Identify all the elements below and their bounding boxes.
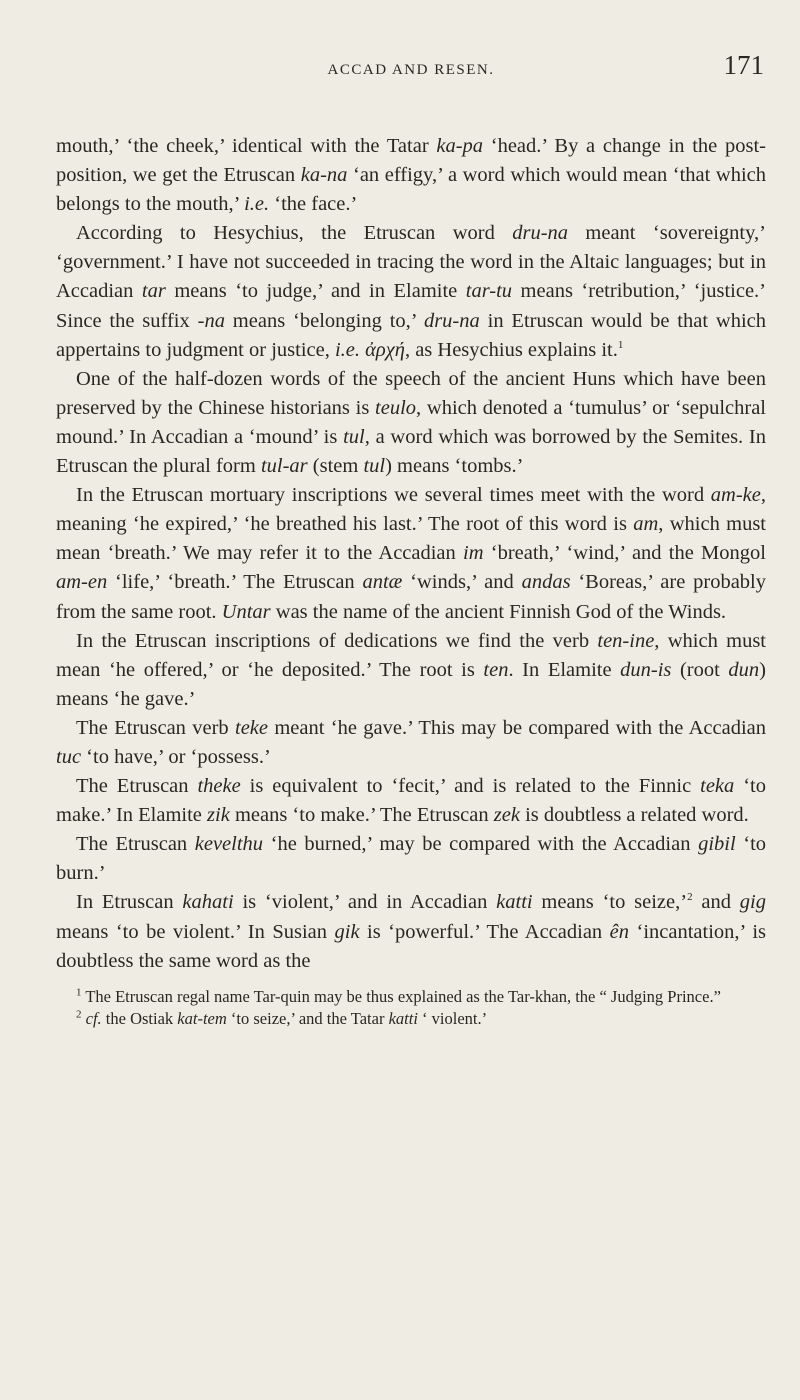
paragraph [56,772,766,830]
text-run: is ‘violent,’ and in Accadian [233,891,497,914]
text-run: The Etruscan regal name Tar-quin may be thus explained as the Tar-khan, the “ Judging Prince.” [81,986,721,1006]
italic-term: andas [521,571,571,594]
text-run: One of the half-dozen words of the speech of the ancient Huns which have been preserved by the Chinese historians is [56,367,766,419]
text-run: means ‘belonging to,’ [224,309,424,332]
paragraph [56,714,766,772]
text-run: In the Etruscan inscriptions of dedications we find the verb [76,629,598,652]
text-run: means ‘to judge,’ and in Elamite [165,280,466,303]
footnote [56,986,766,1008]
paragraph [56,219,766,364]
text-run: The Etruscan [76,833,195,856]
text-run: , meaning ‘he expired,’ ‘he breathed his last.’ The root of this word is [56,484,766,536]
text-run: meant ‘he gave.’ This may be compared with the Accadian [268,716,766,739]
text-run: meant ‘sovereignty,’ ‘government.’ I have not succeeded in tracing the word in the Altaic languages; but in Accadian [56,222,766,303]
italic-term: tar-tu [465,280,513,303]
footnotes [56,986,766,1030]
footnote [56,1008,766,1030]
text-run: was the name of the ancient Finnish God of the Winds. [270,600,727,623]
paragraph [56,830,766,888]
italic-term: im [463,542,484,565]
italic-term: ka-na [300,164,348,187]
italic-term: ten [483,658,509,681]
text-run: means ‘to seize,’ [532,891,688,914]
paragraph [56,365,766,481]
italic-term: teka [700,775,735,798]
text-run: ‘an effigy,’ a word which would mean ‘that which belongs to the mouth,’ [56,164,766,216]
text-run: , which must mean ‘he offered,’ or ‘he deposited.’ The root is [56,629,766,681]
paragraph [56,481,766,626]
text-run: mouth,’ ‘the cheek,’ identical with the Tatar [56,135,437,157]
text-run: According to Hesychius, the Etruscan word [76,222,513,245]
italic-term: teke [235,716,269,739]
page-number: 171 [723,50,764,80]
text-run: ) means ‘tombs.’ [385,455,524,478]
italic-term: kevelthu [194,833,264,856]
italic-term: katti [496,891,533,914]
text-run: , which denoted a ‘tumulus’ or ‘sepulchral mound.’ In Accadian a ‘mound’ is [56,396,766,448]
italic-term: ên [609,920,630,943]
italic-term: ἀρχή [365,338,405,361]
italic-term: i.e. [244,193,270,216]
italic-term: dun [728,658,760,681]
text-run: is equivalent to ‘fecit,’ and is related to the Finnic [240,775,701,798]
text-run: ‘to make.’ In Elamite [56,775,766,827]
footnote-marker: 1 [617,338,624,351]
italic-term: dun-is [620,658,672,681]
text-run: and [692,891,740,914]
text-run: ‘to burn.’ [56,833,767,885]
text-run: , a word which was borrowed by the Semites. In Etruscan the plural form [56,425,766,478]
italic-term: ka-pa [436,135,484,157]
italic-term: teulo [375,396,417,419]
text-run: , as Hesychius explains it. [404,338,618,361]
italic-term: antæ [362,571,403,594]
italic-term: gik [334,920,360,943]
text-run: means ‘to be violent.’ In Susian [56,920,335,943]
text-run: ‘incantation,’ is doubtless the same word as the [56,920,766,972]
running-title: ACCAD AND RESEN. [327,62,495,78]
text-run: is doubtless a related word. [519,804,749,827]
italic-term: am-en [56,571,108,594]
text-run: ) means ‘he gave.’ [56,658,766,710]
italic-term: cf. [85,1008,102,1028]
text-run: ‘Boreas,’ are probably from the same root. [56,571,766,623]
text-run: . In Elamite [508,658,621,681]
text-run: The Etruscan verb [76,716,236,739]
footnote-marker: 2 [76,1008,82,1021]
italic-term: zik [207,804,230,827]
footnote-marker: 2 [687,891,693,904]
text-run: ‘ violent.’ [417,1008,488,1028]
italic-term: zek [493,804,520,827]
italic-term: tul [363,455,386,478]
italic-term: katti [388,1008,418,1028]
italic-term: tul-ar [260,455,308,478]
italic-term: dru-na [512,222,569,245]
italic-term: tar [141,280,166,303]
italic-term: -na [197,309,225,332]
italic-term: i.e. [334,338,361,361]
text-run: ‘winds,’ and [402,571,522,594]
running-head [56,46,766,86]
text-run: , which must mean ‘breath.’ We may refer it to the Accadian [56,513,767,565]
italic-term: Untar [221,600,271,623]
text-run: ‘head.’ By a change in the post-position, we get the Etruscan [56,135,766,187]
text-run: means ‘retribution,’ ‘justice.’ Since the suffix [56,280,766,332]
body-text [56,132,766,976]
italic-term: am [633,513,659,536]
text-run: in Etruscan would be that which appertains to judgment or justice, [56,309,767,361]
paragraph [56,888,766,975]
italic-term: ten-ine [597,629,655,652]
italic-term: kahati [182,891,234,914]
text-run: ‘breath,’ ‘wind,’ and the Mongol [483,542,766,565]
text-run: (stem [307,455,364,478]
text-run: ‘the face.’ [269,193,358,216]
text-run: The Etruscan [76,775,198,798]
text-run: ‘he burned,’ may be compared with the Accadian [263,833,699,856]
text-run: In Etruscan [76,891,183,914]
italic-term: kat-tem [177,1008,227,1028]
text-run: is ‘powerful.’ The Accadian [359,920,610,943]
italic-term: theke [197,775,241,798]
text-run: means ‘to make.’ The Etruscan [229,804,494,827]
italic-term: gig [739,891,766,914]
italic-term: tuc [56,745,82,768]
footnote-marker: 1 [76,986,82,999]
paragraph [56,132,766,219]
text-run: ‘to seize,’ and the Tatar [226,1008,389,1028]
italic-term: dru-na [423,309,480,332]
italic-term: gibil [698,833,736,856]
text-run: (root [671,658,729,681]
text-run: In the Etruscan mortuary inscriptions we several times meet with the word [76,484,711,507]
italic-term: am-ke [710,484,761,507]
text-run: ‘to have,’ or ‘possess.’ [81,745,271,768]
text-run: the Ostiak [101,1008,178,1028]
italic-term: tul [343,425,365,448]
text-run: ‘life,’ ‘breath.’ The Etruscan [107,571,363,594]
paragraph [56,627,766,714]
